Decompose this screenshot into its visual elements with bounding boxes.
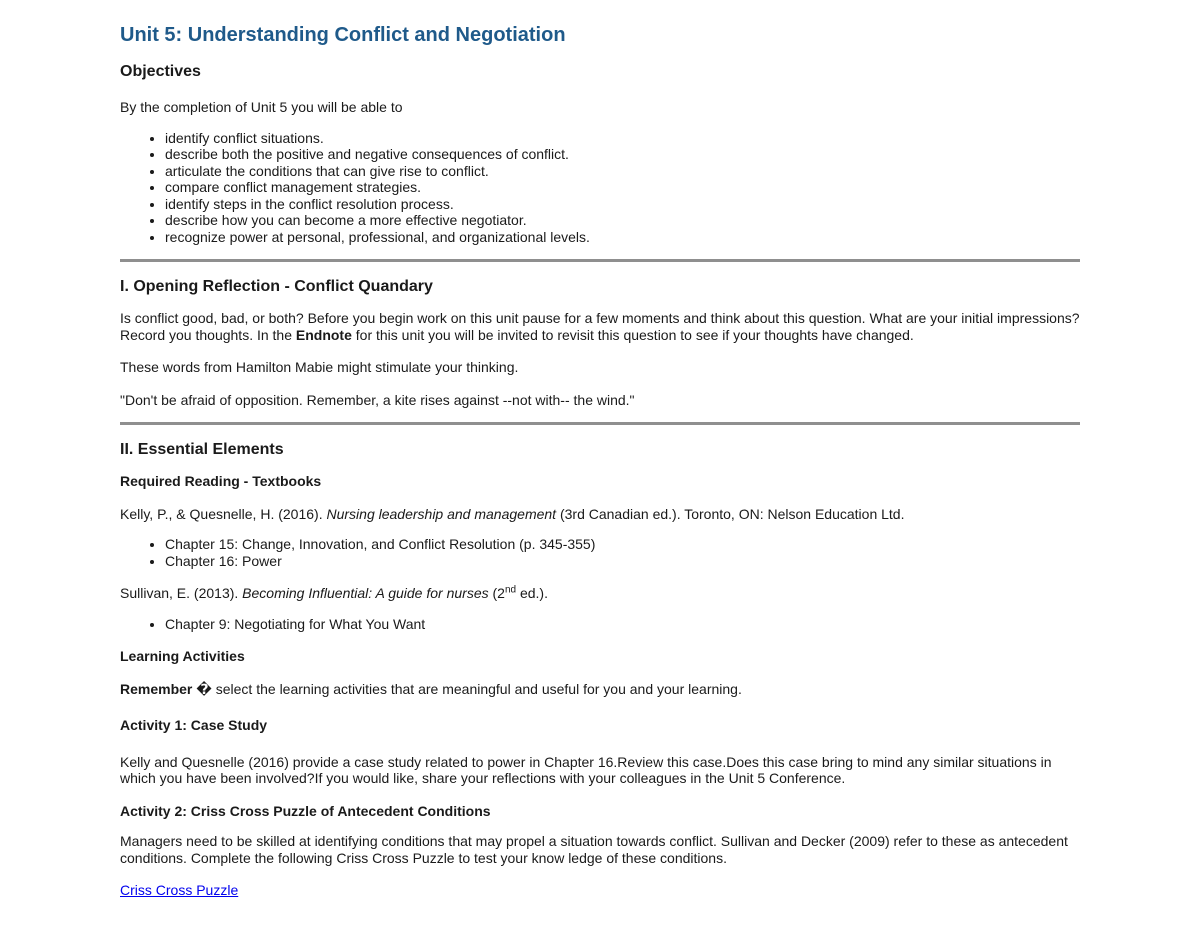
kelly-chapters-list [120,536,1080,569]
activity-1-text: Kelly and Quesnelle (2016) provide a case study related to power in Chapter 16.Review this case.Does this case bring to mind any similar situations in which you have been involved?If you would like, share your reflections with your colleagues in the Unit 5 Conference. [120,753,1052,786]
reflection-quote: "Don't be afraid of opposition. Remember, a kite rises against --not with-- the wind." [120,391,635,408]
list-item: • compare conflict management strategies. [165,179,1080,196]
list-item: • Chapter 16: Power [165,553,1080,570]
endnote-term: Endnote [295,326,352,343]
list-item: • recognize power at personal, professional, and organizational levels. [165,229,1080,246]
objectives-intro: By the completion of Unit 5 you will be able to [120,99,403,115]
reference-sullivan: Sullivan, E. (2013). Becoming Influential: A guide for nurses (2nd ed.). [120,584,548,601]
sullivan-chapters-list [120,616,1080,633]
activity-2-heading: Activity 2: Criss Cross Puzzle of Antecedent Conditions [120,802,491,819]
reflection-paragraph: Is conflict good, bad, or both? Before you begin work on this unit pause for a few moments and think about this question. What are your initial impressions? Record you thoughts. In the Endnote for this unit you will be invited to revisit this question to see if your thoughts have changed. [120,310,1080,343]
reflection-paragraph-2: These words from Hamilton Mabie might stimulate your thinking. [120,359,519,375]
criss-cross-puzzle-link[interactable]: Criss Cross Puzzle [120,882,239,898]
learning-activities-heading: Learning Activities [120,648,245,664]
document-page [120,0,1080,899]
list-item: • describe how you can become a more effective negotiator. [165,212,1080,229]
page-title: Unit 5: Understanding Conflict and Negotiation [120,24,566,46]
reference-kelly: Kelly, P., & Quesnelle, H. (2016). Nursing leadership and management (3rd Canadian ed.). Toronto, ON: Nelson Education Ltd. [120,505,905,522]
activity-2-text: Managers need to be skilled at identifying conditions that may propel a situation towards conflict. Sullivan and Decker (2009) refer to these as antecedent conditions. Complete the following Criss Cross Puzzle to test your know ledge of these conditions. [120,833,1068,866]
remember-note: Remember � select the learning activities that are meaningful and useful for you and your learning. [120,680,742,697]
list-item: • Chapter 9: Negotiating for What You Want [165,616,1080,633]
list-item: • articulate the conditions that can give rise to conflict. [165,163,1080,180]
book-title: Nursing leadership and management [326,505,557,522]
essentials-heading: II. Essential Elements [120,441,284,458]
reflection-heading: I. Opening Reflection - Conflict Quandary [120,278,433,295]
activity-1-heading: Activity 1: Case Study [120,717,268,733]
objectives-list [120,130,1080,246]
list-item: • Chapter 15: Change, Innovation, and Conflict Resolution (p. 345-355) [165,536,1080,553]
book-title: Becoming Influential: A guide for nurses [242,585,489,601]
list-item: • describe both the positive and negative consequences of conflict. [165,146,1080,163]
required-reading-heading: Required Reading - Textbooks [120,473,322,489]
list-item: • identify steps in the conflict resolution process. [165,196,1080,213]
objectives-heading: Objectives [120,63,201,80]
list-item: • identify conflict situations. [165,130,1080,147]
